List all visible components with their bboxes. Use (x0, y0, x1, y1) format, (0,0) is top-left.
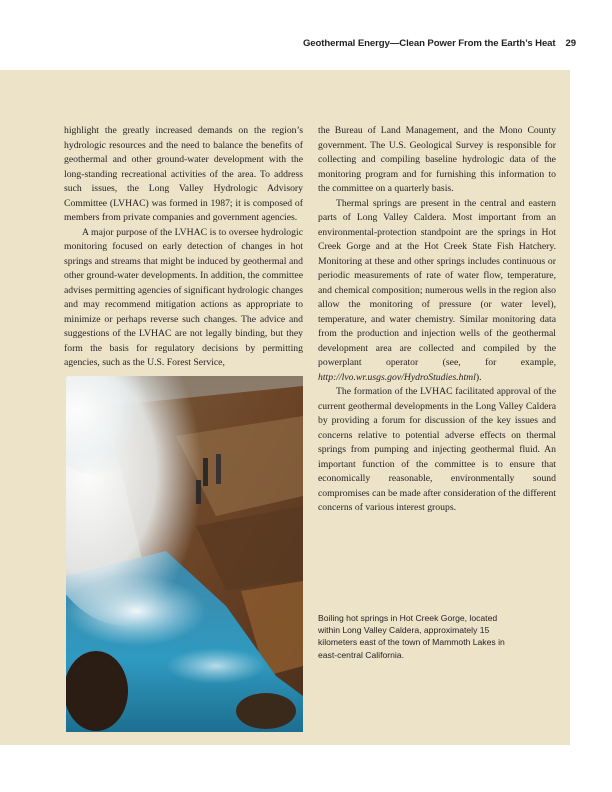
left-paragraph-1: highlight the greatly increased demands on the region’s hydrologic resources and the need to balance the benefits of geothermal and other ground-water development with the long-standing recreational activities of the area. To address such issues, the Long Valley Hydrologic Advisory Committee (LVHAC) was formed in 1987; it is composed of members from private companies and government agencies. (64, 125, 303, 223)
photo-caption: Boiling hot springs in Hot Creek Gorge, located within Long Valley Caldera, approximately 15 kilometers east of the town of Mammoth Lakes in east-central California. (318, 613, 505, 660)
running-header (0, 38, 576, 49)
right-paragraph-2 (318, 197, 556, 386)
hot-springs-illustration (66, 376, 303, 732)
left-column (64, 124, 303, 371)
right-paragraph-2-text: Thermal springs are present in the central and eastern parts of Long Valley Caldera. Most important from an environmental-protection standpoint are the springs in Hot Creek Gorge and at the Hot Creek State Fish Hatchery. Monitoring at these and other springs includes continuous or periodic measurements of rate of water flow, temperature, and chemical composition; numerous wells in the region also allow the monitoring of pressure (or water level), temperature, and water chemistry. Similar monitoring data from the production and injection wells of the geothermal development area are collected and compiled by the powerplant operator (see, for example, (318, 197, 556, 368)
right-column (318, 124, 556, 516)
foreground-boulder (66, 651, 128, 731)
right-paragraph-1: the Bureau of Land Management, and the Mono County government. The U.S. Geological Survey is responsible for collecting and compiling baseline hydrologic data of the monitoring program and for furnishing this information to the committee on a quarterly basis. (318, 125, 556, 194)
running-title: Geothermal Energy—Clean Power From the Earth’s Heat (302, 38, 556, 49)
visitor-figure-2 (216, 454, 221, 484)
hot-springs-photo (66, 376, 303, 732)
visitor-figure-1 (203, 458, 208, 486)
foreground-rock (236, 693, 296, 729)
visitor-figure-3 (196, 480, 201, 504)
right-paragraph-3: The formation of the LVHAC facilitated approval of the current geothermal developments in the Long Valley Caldera by providing a forum for discussion of the key issues and concerns relative to potential adverse effects on thermal springs from pumping and injecting geothermal fluid. An important function of the committee is to ensure that economically reasonable, environmentally sound compromises can be made after consideration of the different concerns of various interest groups. (318, 386, 556, 513)
creek-foam (166, 648, 266, 684)
left-paragraph-2: A major purpose of the LVHAC is to oversee hydrologic monitoring focused on early detection of changes in hot springs and streams that might be induced by geothermal and other ground-water developments. In addition, the committee advises permitting agencies of significant hydrologic changes and may recommend mitigation actions as appropriate to minimize or perhaps reverse such changes. The advice and suggestions of the LVHAC are not legally binding, but they form the basis for regulatory decisions by permitting agencies, such as the U.S. Forest Service, (64, 226, 303, 368)
hydro-studies-link[interactable]: http://lvo.wr.usgs.gov/HydroStudies.html (318, 371, 476, 383)
right-paragraph-2-end: ). (475, 371, 482, 383)
page-number: 29 (565, 38, 576, 49)
